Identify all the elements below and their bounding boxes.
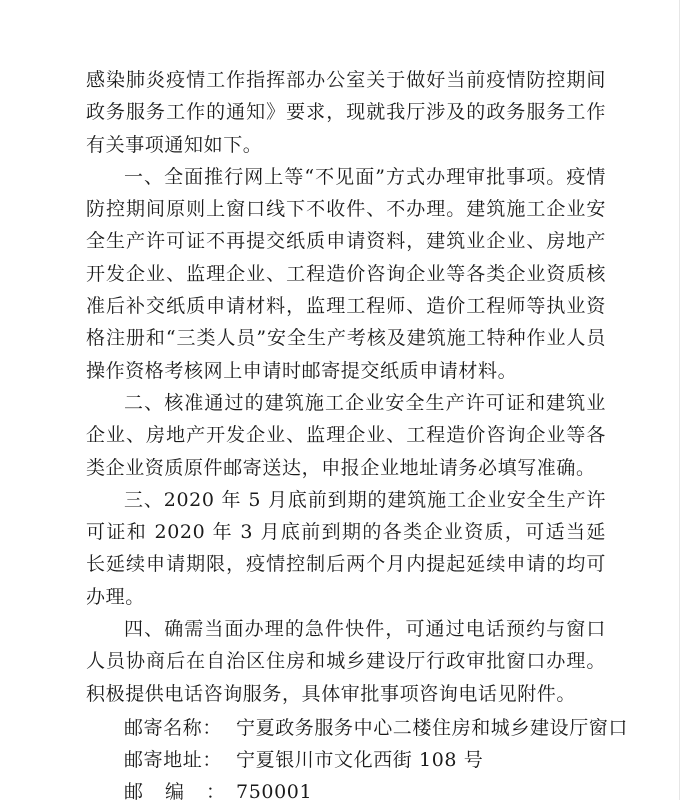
mailing-address-value: 宁夏银川市文化西街 108 号: [236, 748, 484, 771]
mailing-address-row: [86, 744, 606, 776]
paragraph-1: 一、全面推行网上等“不见面”方式办理审批事项。疫情防控期间原则上窗口线下不收件、不办理。建筑施工企业安全生产许可证不再提交纸质申请资料，建筑业企业、房地产开发企业、监理企业、工程造价咨询企业等各类企业资质核准后补交纸质申请材料，监理工程师、造价工程师等执业资格注册和“三类人员”安全生产考核及建筑施工特种作业人员操作资格考核网上申请时邮寄提交纸质申请材料。: [86, 165, 606, 382]
mailing-postcode-label: 邮编：: [124, 780, 248, 803]
paragraph-3: 三、2020 年 5 月底前到期的建筑施工企业安全生产许可证和 2020 年 3 月底前到期的各类企业资质，可适当延长延续申请期限，疫情控制后两个月内提起延续申请的均可办理。: [86, 488, 606, 608]
mailing-name-label: 邮寄名称：: [124, 716, 223, 739]
mailing-address-label: 邮寄地址：: [124, 748, 223, 771]
paragraph-4: 四、确需当面办理的急件快件，可通过电话预约与窗口人员协商后在自治区住房和城乡建设厅行政审批窗口办理。积极提供电话咨询服务，具体审批事项咨询电话见附件。: [86, 618, 606, 705]
mailing-postcode-row: [86, 776, 606, 808]
mailing-postcode-value: 750001: [236, 780, 313, 803]
paragraph-2: 二、核准通过的建筑施工企业安全生产许可证和建筑业企业、房地产开发企业、监理企业、工程造价咨询企业等各类企业资质原件邮寄送达，申报企业地址请务必填写准确。: [86, 391, 606, 479]
mailing-info: [86, 712, 629, 808]
mailing-name-row: [86, 712, 629, 744]
mailing-name-value: 宁夏政务服务中心二楼住房和城乡建设厅窗口: [236, 716, 629, 739]
intro-paragraph: 感染肺炎疫情工作指挥部办公室关于做好当前疫情防控期间政务服务工作的通知》要求，现就我厅涉及的政务服务工作有关事项通知如下。: [86, 69, 606, 156]
document-body: [86, 64, 629, 808]
